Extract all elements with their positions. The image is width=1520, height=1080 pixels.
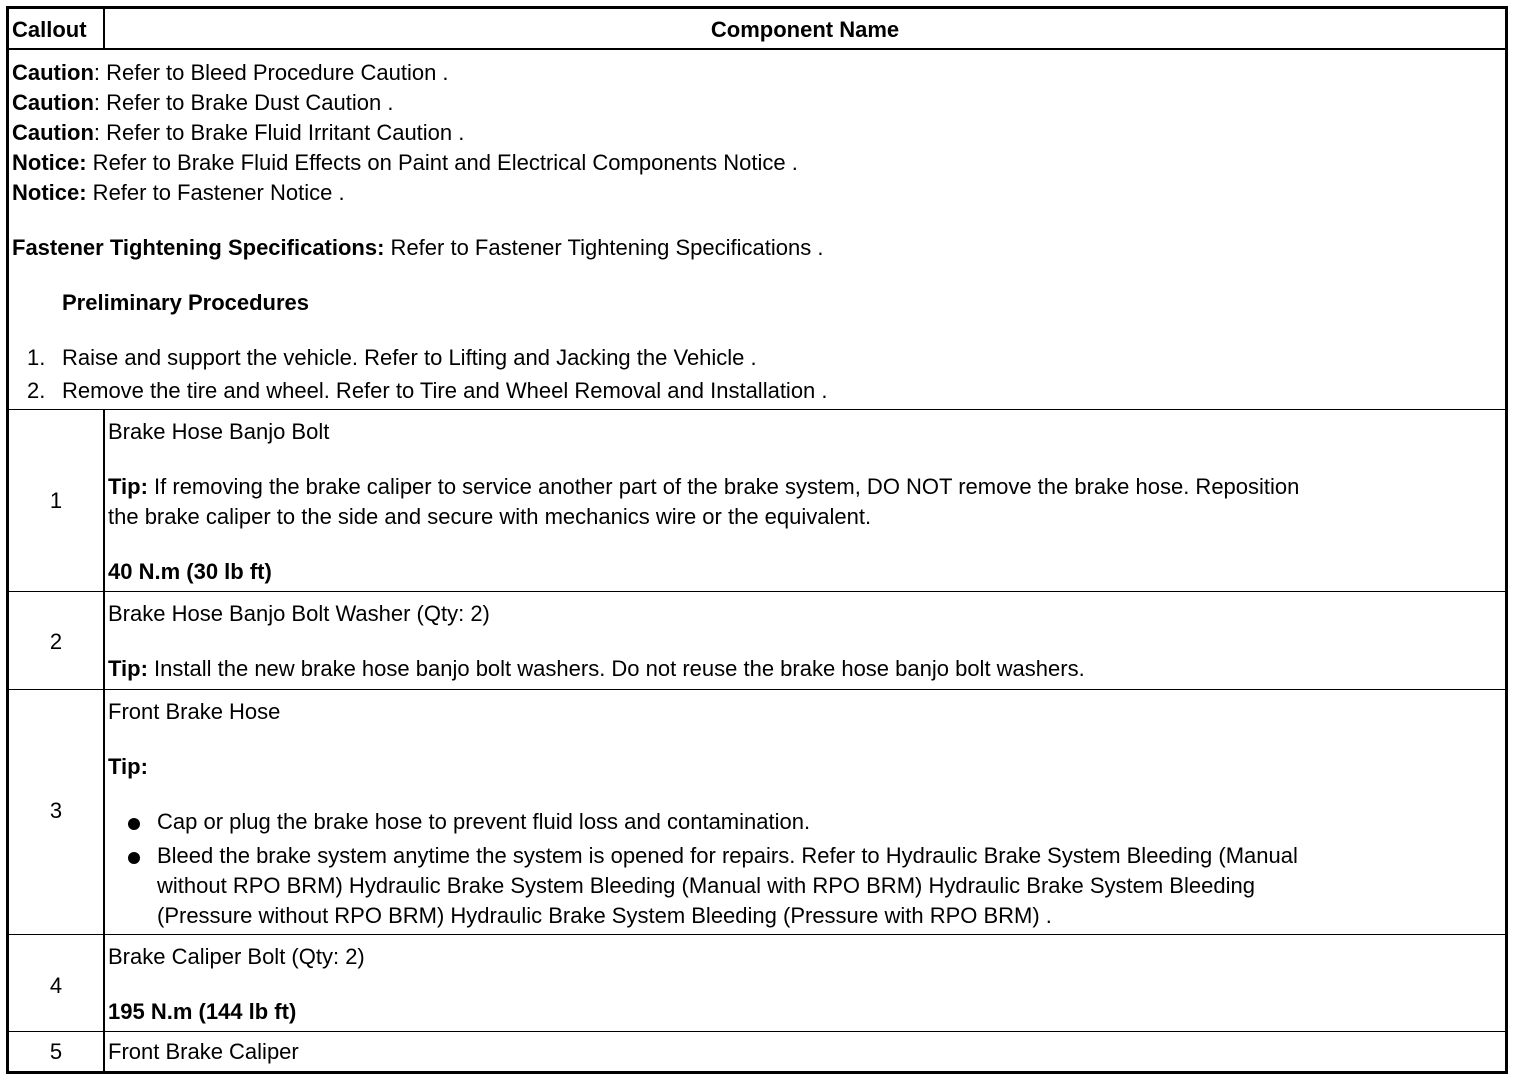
tip-text: Tip: Install the new brake hose banjo bolt washers. Do not reuse the brake hose banjo bolt washers. [108, 656, 1085, 681]
table-row [9, 935, 1505, 1031]
component-name: Brake Caliper Bolt (Qty: 2) [108, 944, 365, 969]
step-number: 1. [27, 345, 46, 370]
bullet-icon [128, 852, 140, 864]
caution-note: Caution: Refer to Bleed Procedure Caution . [12, 60, 449, 85]
tip-label: Tip: [108, 754, 148, 779]
table-row [9, 1032, 1505, 1071]
component-name: Brake Hose Banjo Bolt [108, 419, 330, 444]
header-callout: Callout [12, 17, 87, 42]
component-name: Front Brake Hose [108, 699, 281, 724]
notes-section [9, 50, 1505, 410]
bullet-text: without RPO BRM) Hydraulic Brake System Bleeding (Manual with RPO BRM) Hydraulic Brake System Bleeding [157, 873, 1255, 898]
caution-note: Caution: Refer to Brake Fluid Irritant Caution . [12, 120, 465, 145]
caution-note: Caution: Refer to Brake Dust Caution . [12, 90, 394, 115]
header-component-name: Component Name [710, 17, 900, 42]
fastener-spec-note: Fastener Tightening Specifications: Refer to Fastener Tightening Specifications . [12, 235, 824, 260]
callout-number: 5 [49, 1039, 63, 1064]
bullet-icon [128, 818, 140, 830]
tip-text: the brake caliper to the side and secure with mechanics wire or the equivalent. [108, 504, 872, 529]
bullet-text: (Pressure without RPO BRM) Hydraulic Brake System Bleeding (Pressure with RPO BRM) . [157, 903, 1052, 928]
torque-spec: 195 N.m (144 lb ft) [108, 999, 297, 1024]
column-divider [103, 410, 105, 591]
callout-number: 4 [49, 973, 63, 998]
table-row [9, 690, 1505, 934]
step-text: Remove the tire and wheel. Refer to Tire and Wheel Removal and Installation . [62, 378, 828, 403]
bullet-text: Cap or plug the brake hose to prevent fluid loss and contamination. [157, 809, 811, 834]
table-row [9, 410, 1505, 591]
callout-number: 2 [49, 629, 63, 654]
tip-text: Tip: If removing the brake caliper to service another part of the brake system, DO NOT remove the brake hose. Reposition [108, 474, 1300, 499]
header-row [9, 9, 1505, 50]
preliminary-title: Preliminary Procedures [62, 290, 310, 315]
callout-number: 3 [49, 798, 63, 823]
column-divider [103, 935, 105, 1031]
column-divider [103, 592, 105, 689]
column-divider [103, 690, 105, 934]
notice-note: Notice: Refer to Fastener Notice . [12, 180, 345, 205]
step-text: Raise and support the vehicle. Refer to Lifting and Jacking the Vehicle . [62, 345, 757, 370]
bullet-text: Bleed the brake system anytime the system is opened for repairs. Refer to Hydraulic Brake System Bleeding (Manual [157, 843, 1298, 868]
component-name: Front Brake Caliper [108, 1039, 299, 1064]
torque-spec: 40 N.m (30 lb ft) [108, 559, 272, 584]
callout-number: 1 [49, 488, 63, 513]
column-divider [103, 1032, 105, 1071]
notice-note: Notice: Refer to Brake Fluid Effects on Paint and Electrical Components Notice . [12, 150, 798, 175]
table-row [9, 592, 1505, 689]
component-name: Brake Hose Banjo Bolt Washer (Qty: 2) [108, 601, 490, 626]
component-table [6, 6, 1508, 1074]
step-number: 2. [27, 378, 46, 403]
